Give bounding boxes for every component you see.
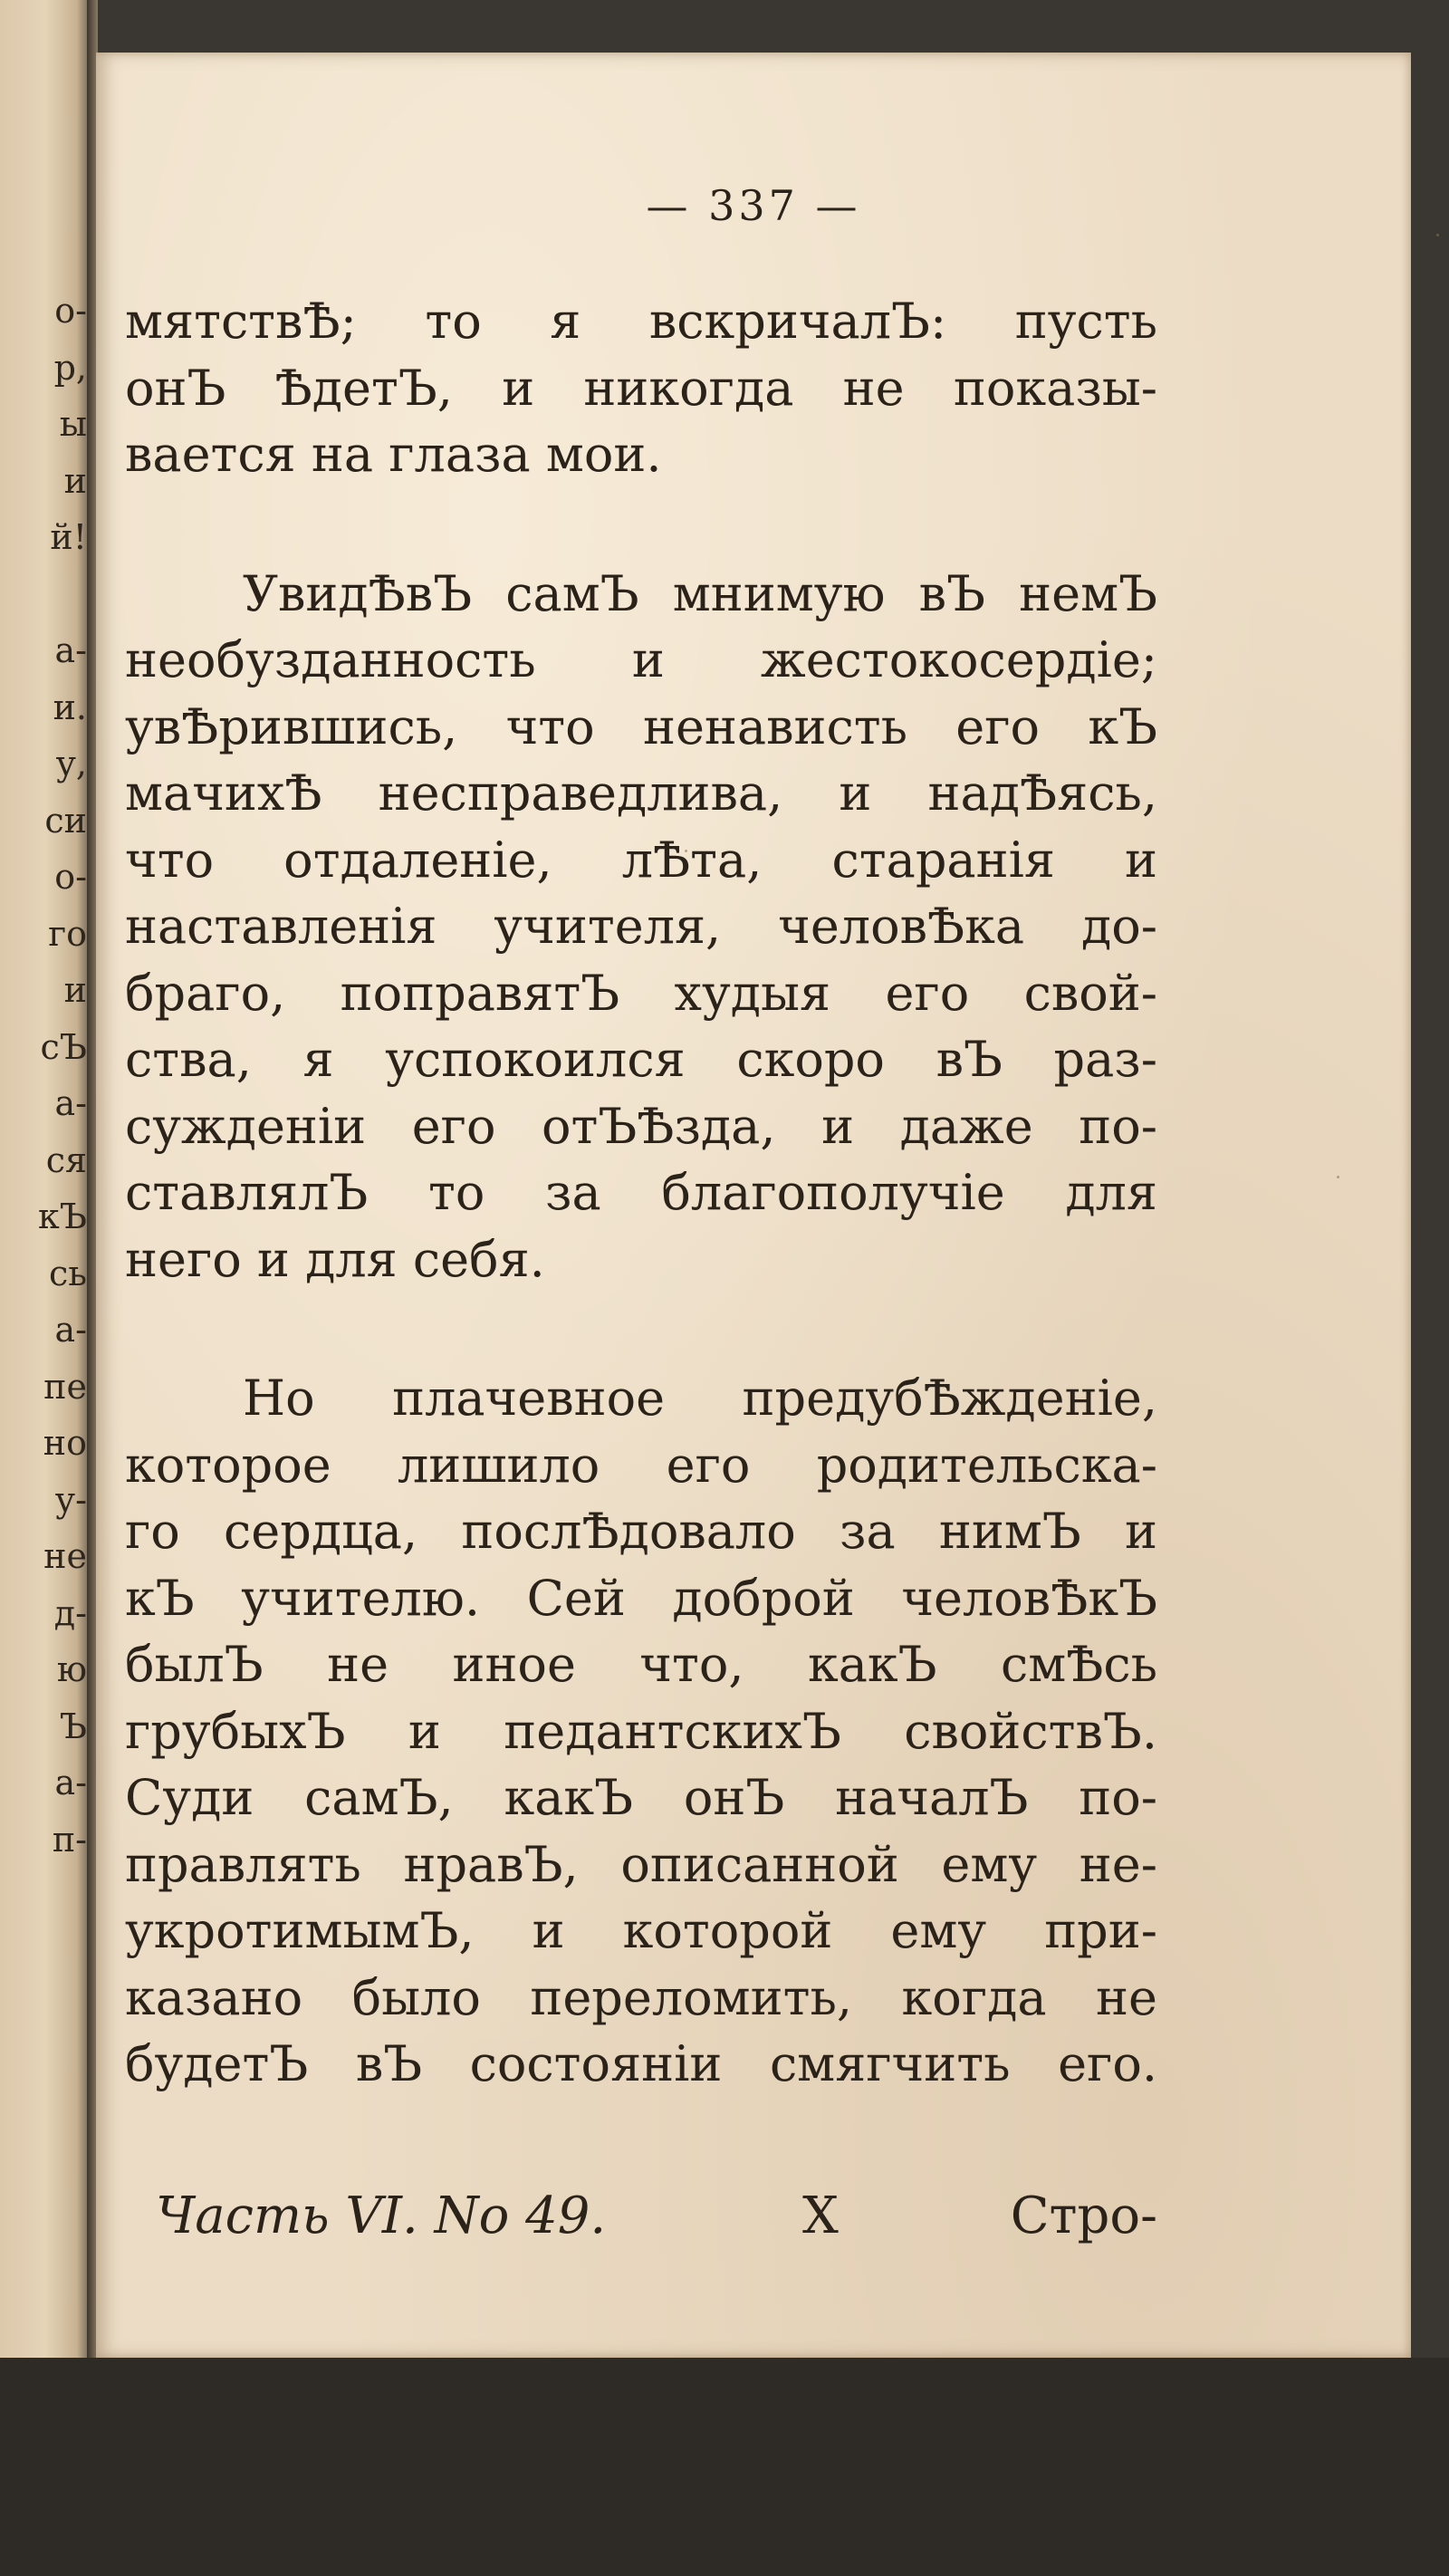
facing-fragment: у,: [55, 744, 87, 783]
text-line: укротимымЪ, и которой ему при-: [125, 1902, 1157, 1959]
text-line: правлять нравЪ, описанной ему не-: [125, 1835, 1157, 1893]
page-number: — 337 —: [646, 181, 861, 230]
facing-fragment: ю: [56, 1649, 87, 1689]
facing-fragment: и: [63, 460, 87, 501]
text-line: увѢрившись, что ненависть его кЪ: [125, 697, 1157, 755]
facing-fragment: ы: [59, 404, 87, 444]
facing-fragment: о-: [54, 857, 87, 897]
facing-fragment: и: [63, 970, 87, 1010]
text-line: браго, поправятЪ худыя его свой-: [125, 964, 1157, 1022]
scan-bottom-shadow: [0, 2358, 1449, 2576]
facing-page-text: [5, 283, 87, 1868]
text-line: мачихѢ несправедлива, и надѢясь,: [125, 764, 1157, 822]
text-line: которое лишило его родительска-: [125, 1436, 1157, 1494]
facing-fragment: не: [43, 1536, 87, 1576]
facing-fragment: а-: [54, 1083, 87, 1123]
text-line: будетЪ вЪ состояніи смягчить его.: [125, 2035, 1157, 2092]
text-line: УвидѢвЪ самЪ мнимую вЪ немЪ: [243, 564, 1157, 622]
text-line: мятствѢ; то я вскричалЪ: пусть: [125, 293, 1157, 350]
facing-fragment: го: [48, 913, 87, 954]
facing-fragment: сЪ: [40, 1026, 87, 1067]
text-line: ства, я успокоился скоро вЪ раз-: [125, 1031, 1157, 1088]
text-line: наставленія учителя, человѢка до-: [125, 898, 1157, 955]
facing-fragment: а-: [54, 630, 87, 670]
facing-fragment: Ъ: [59, 1706, 87, 1746]
facing-fragment: ся: [45, 1139, 87, 1180]
text-line: него и для себя.: [125, 1230, 545, 1288]
facing-fragment: д-: [53, 1592, 87, 1633]
facing-fragment: кЪ: [38, 1197, 87, 1236]
facing-fragment: а-: [54, 1310, 87, 1350]
facing-fragment: пе: [43, 1366, 87, 1407]
text-line: ставлялЪ то за благополучіе для: [125, 1164, 1157, 1221]
text-line: необузданность и жестокосердіе;: [125, 631, 1157, 688]
facing-fragment: [5, 566, 87, 623]
text-line: былЪ не иное что, какЪ смѢсь: [125, 1636, 1157, 1693]
catchword: Стро-: [1010, 2187, 1157, 2245]
facing-fragment: о-: [54, 291, 87, 331]
facing-fragment: й!: [50, 517, 87, 557]
page-body: [125, 288, 1157, 2098]
text-line: Но плачевное предубѢжденіе,: [243, 1370, 1157, 1427]
signature-mark-text: Часть VI. No 49.: [156, 2187, 607, 2245]
gathering-mark: X: [802, 2187, 839, 2245]
text-line: Суди самЪ, какЪ онЪ началЪ по-: [125, 1769, 1157, 1826]
text-line: казано было переломить, когда не: [125, 1968, 1157, 2026]
text-line: го сердца, послѢдовало за нимЪ и: [125, 1503, 1157, 1560]
facing-fragment: си: [44, 800, 87, 841]
facing-fragment: но: [43, 1423, 87, 1463]
text-line: что отдаленіе, лѢта, старанія и: [125, 831, 1157, 889]
signature-line: [156, 2187, 1157, 2259]
paper-speck: [1337, 1176, 1339, 1178]
text-line: вается на глаза мои.: [125, 426, 662, 483]
facing-fragment: и.: [53, 687, 87, 727]
facing-fragment: а-: [54, 1763, 87, 1802]
text-line: кЪ учителю. Сей доброй человѢкЪ: [125, 1569, 1157, 1627]
facing-page-edge: [0, 0, 91, 2576]
facing-fragment: у-: [54, 1479, 87, 1520]
text-line: грубыхЪ и педантскихЪ свойствЪ.: [125, 1702, 1157, 1760]
facing-fragment: п-: [52, 1819, 87, 1860]
paper-speck: [1436, 234, 1439, 236]
text-line: сужденіи его отЪѢзда, и даже по-: [125, 1097, 1157, 1155]
facing-fragment: сь: [49, 1253, 87, 1293]
facing-fragment: р,: [53, 347, 87, 388]
text-line: онЪ ѢдетЪ, и никогда не показы-: [125, 359, 1157, 417]
